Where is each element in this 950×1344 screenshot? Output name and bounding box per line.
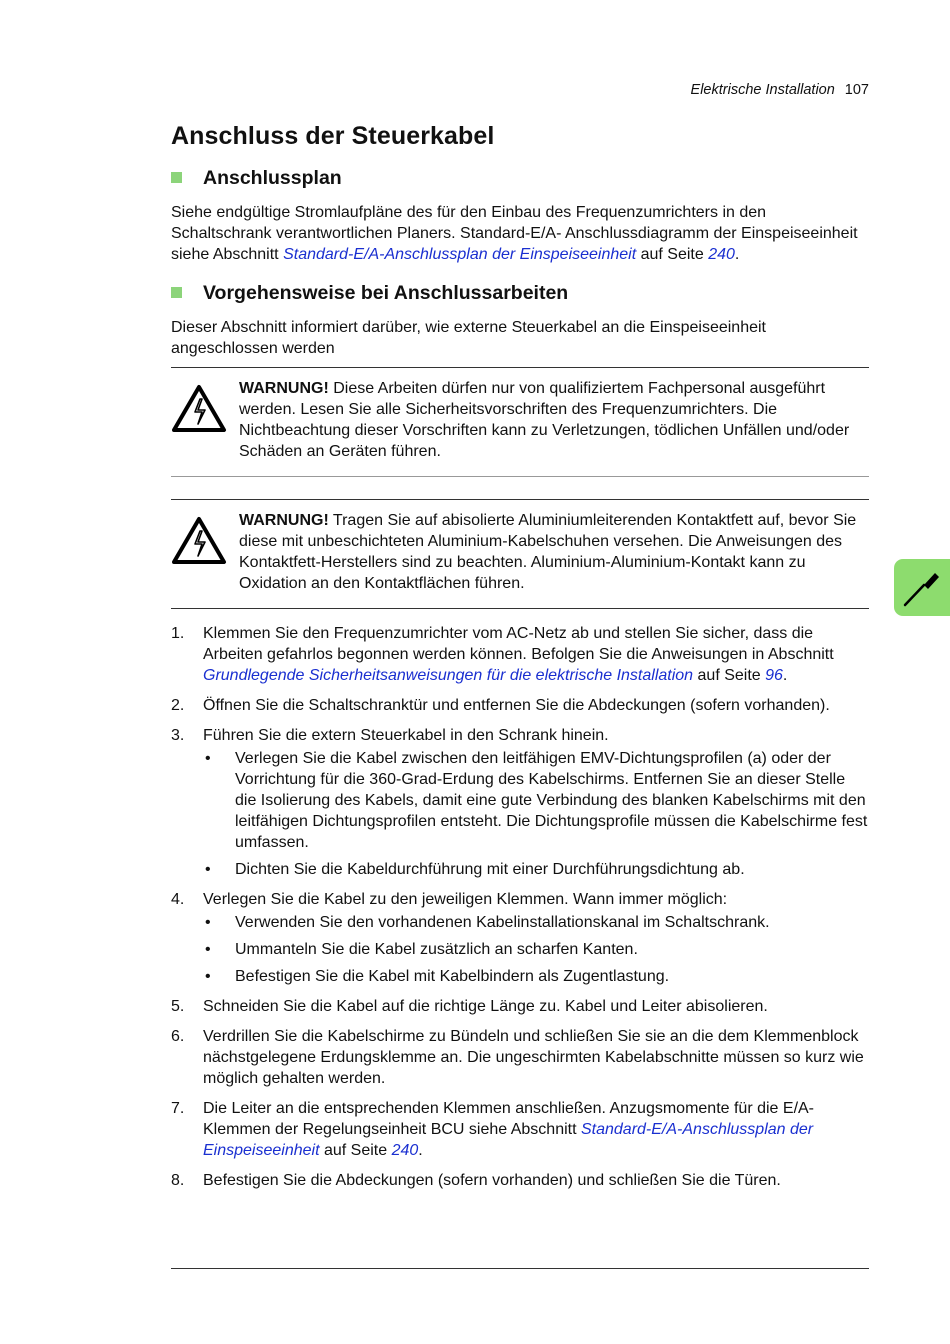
step-item bbox=[171, 1026, 869, 1089]
warning-text bbox=[239, 510, 869, 594]
section-heading-text: Vorgehensweise bei Anschlussarbeiten bbox=[203, 282, 569, 304]
bullet-dot-icon: • bbox=[205, 941, 211, 958]
bullet-item bbox=[203, 748, 869, 853]
warning-box bbox=[171, 367, 869, 477]
step-text: Verlegen Sie die Kabel zu den jeweiligen Klemmen. Wann immer möglich: bbox=[203, 891, 728, 908]
step-number: 7. bbox=[171, 1100, 185, 1117]
electrical-hazard-icon bbox=[171, 516, 227, 566]
warning-text bbox=[239, 378, 869, 462]
bullet-text: Verwenden Sie den vorhandenen Kabelinstallationskanal im Schaltschrank. bbox=[235, 914, 770, 931]
warning-body: Tragen Sie auf abisolierte Aluminiumleiterenden Kontaktfett auf, bevor Sie diese mit unbeschichteten Aluminium-Kabelschuhen versehen. Die Anweisungen des Kontaktfett-Herstellers sind zu beachten. Aluminium-Aluminium-Kontakt kann zu Oxidation an den Kontaktflächen führen. bbox=[239, 512, 857, 592]
bullet-dot-icon: • bbox=[205, 750, 211, 767]
running-header-section: Elektrische Installation bbox=[690, 82, 835, 98]
step-text: Führen Sie die extern Steuerkabel in den Schrank hinein. bbox=[203, 727, 609, 744]
bottom-rule bbox=[171, 1268, 869, 1269]
procedure-steps bbox=[171, 623, 869, 1191]
step-item bbox=[171, 725, 869, 880]
bullet-item bbox=[203, 859, 869, 880]
step-number: 5. bbox=[171, 998, 185, 1015]
step-item bbox=[171, 1170, 869, 1191]
step-number: 1. bbox=[171, 625, 185, 642]
main-content bbox=[171, 122, 869, 1200]
step-text: auf Seite bbox=[693, 667, 766, 684]
step-text: Die Leiter an die entsprechenden Klemmen anschließen. Anzugsmomente für die E/A-Klemmen der Regelungseinheit BCU siehe Abschnitt bbox=[203, 1100, 815, 1138]
cross-reference-link[interactable]: Standard-E/A-Anschlussplan der Einspeiseeinheit bbox=[283, 246, 637, 263]
step-number: 4. bbox=[171, 891, 185, 908]
page-reference-link[interactable]: 96 bbox=[765, 667, 783, 684]
screwdriver-icon bbox=[900, 567, 944, 609]
step-number: 8. bbox=[171, 1172, 185, 1189]
bullet-text: Befestigen Sie die Kabel mit Kabelbindern als Zugentlastung. bbox=[235, 968, 670, 985]
step-item bbox=[171, 996, 869, 1017]
warning-box bbox=[171, 499, 869, 609]
step-item bbox=[171, 1098, 869, 1161]
bullet-text: Ummanteln Sie die Kabel zusätzlich an scharfen Kanten. bbox=[235, 941, 638, 958]
section-heading-vorgehensweise bbox=[171, 282, 869, 305]
paragraph-vorgehensweise: Dieser Abschnitt informiert darüber, wie externe Steuerkabel an die Einspeiseeinheit angeschlossen werden bbox=[171, 319, 766, 357]
warning-label: WARNUNG! bbox=[239, 512, 329, 529]
warning-body: Diese Arbeiten dürfen nur von qualifiziertem Fachpersonal ausgeführt werden. Lesen Sie alle Sicherheitsvorschriften des Frequenzumrichters. Die Nichtbeachtung dieser Vorschriften kann zu Verletzungen, tödlichen Unfällen und/oder Schäden an Geräten führen. bbox=[239, 380, 850, 460]
bullet-text: Dichten Sie die Kabeldurchführung mit einer Durchführungsdichtung ab. bbox=[235, 861, 745, 878]
bullet-item bbox=[203, 966, 869, 987]
page-reference-link[interactable]: 240 bbox=[391, 1142, 419, 1159]
section-bullet-square bbox=[171, 172, 182, 183]
step-text: . bbox=[782, 667, 788, 684]
bullet-dot-icon: • bbox=[205, 968, 211, 985]
page-number: 107 bbox=[844, 82, 869, 98]
step-text: Verdrillen Sie die Kabelschirme zu Bündeln und schließen Sie sie an die dem Klemmenblock nächstgelegene Erdungsklemme an. Die ungeschirmten Kabelabschnitte müssen so kurz wie möglich gehalten werden. bbox=[203, 1028, 864, 1087]
bullet-dot-icon: • bbox=[205, 861, 211, 878]
cross-reference-link[interactable]: Grundlegende Sicherheitsanweisungen für die elektrische Installation bbox=[203, 667, 694, 684]
section-bullet-square bbox=[171, 287, 182, 298]
page-reference-link[interactable]: 240 bbox=[708, 246, 735, 263]
section-heading-anschlussplan bbox=[171, 167, 869, 190]
paragraph-text: auf Seite bbox=[636, 246, 709, 263]
bullet-item bbox=[203, 912, 869, 933]
bullet-dot-icon: • bbox=[205, 914, 211, 931]
step-item bbox=[171, 889, 869, 987]
step-text: Befestigen Sie die Abdeckungen (sofern vorhanden) und schließen Sie die Türen. bbox=[203, 1172, 781, 1189]
step-number: 2. bbox=[171, 697, 185, 714]
bullet-item bbox=[203, 939, 869, 960]
step-text: Schneiden Sie die Kabel auf die richtige Länge zu. Kabel und Leiter abisolieren. bbox=[203, 998, 768, 1015]
electrical-hazard-icon bbox=[171, 384, 227, 434]
paragraph-anschlussplan bbox=[171, 202, 869, 265]
warning-label: WARNUNG! bbox=[239, 380, 329, 397]
section-heading-text: Anschlussplan bbox=[203, 167, 342, 189]
step-number: 6. bbox=[171, 1028, 185, 1045]
cross-reference-link[interactable]: Standard-E/A-Anschlussplan der Einspeiseeinheit bbox=[203, 1121, 814, 1159]
bullet-text: Verlegen Sie die Kabel zwischen den leitfähigen EMV-Dichtungsprofilen (a) oder der Vorrichtung für die 360-Grad-Erdung des Kabelschirms. Entfernen Sie an dieser Stelle die Isolierung des Kabels, damit eine gute Verbindung des blanken Kabelschirms mit den leitfähigen Dichtungsprofilen entsteht. Die Dichtungsprofile müssen die Kabelschirme fest umfassen. bbox=[235, 750, 868, 851]
step-item bbox=[171, 623, 869, 686]
chapter-side-tab[interactable] bbox=[894, 559, 950, 616]
step-number: 3. bbox=[171, 727, 185, 744]
step-text: Öffnen Sie die Schaltschranktür und entfernen Sie die Abdeckungen (sofern vorhanden). bbox=[203, 697, 830, 714]
step-text: Klemmen Sie den Frequenzumrichter vom AC-Netz ab und stellen Sie sicher, dass die Arbeiten gefahrlos begonnen werden können. Befolgen Sie die Anweisungen in Abschnitt bbox=[203, 625, 834, 663]
paragraph-text: Siehe endgültige Stromlaufpläne des für den Einbau des Frequenzumrichters in den Schaltschrank verantwortlichen Planers. Standard-E/A- Anschlussdiagramm der Einspeiseeinheit siehe Abschnitt bbox=[171, 204, 858, 263]
bullet-list bbox=[203, 912, 869, 987]
step-text: auf Seite bbox=[319, 1142, 392, 1159]
page-title: Anschluss der Steuerkabel bbox=[171, 122, 495, 150]
running-header bbox=[691, 82, 869, 98]
step-item bbox=[171, 695, 869, 716]
step-text: . bbox=[418, 1142, 423, 1159]
paragraph-text: . bbox=[734, 246, 740, 263]
bullet-list bbox=[203, 748, 869, 880]
